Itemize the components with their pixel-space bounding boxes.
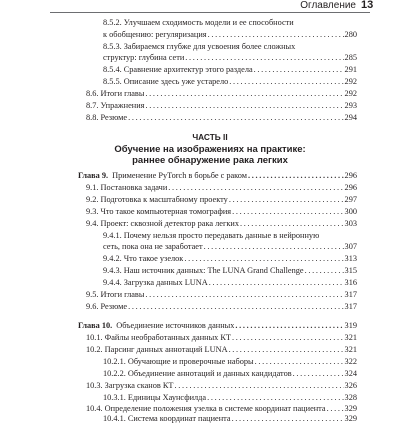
dot-leader <box>305 266 344 276</box>
toc-entry-page: 328 <box>344 393 357 402</box>
chapter-title: Применение PyTorch в борьбе с раком <box>112 171 248 180</box>
toc-entry-text: 10.3.1. Единицы Хаунсфилда <box>103 393 207 402</box>
toc-entry-10-2-2 <box>103 369 357 379</box>
toc-entry-text: 10.2. Парсинг данных аннотаций LUNA <box>86 345 228 354</box>
toc-entry-page: 329 <box>344 414 357 423</box>
dot-leader <box>255 357 344 367</box>
dot-leader <box>146 101 344 111</box>
toc-entry-text: 8.8. Резюме <box>86 113 128 122</box>
toc-entry-text: сеть, пока она не заработает <box>103 242 203 251</box>
dot-leader <box>208 30 344 40</box>
dot-leader <box>145 89 343 99</box>
toc-entry-8-5-3-line1: 8.5.3. Забираемся глубже для усвоения более сложных <box>103 42 296 51</box>
dot-leader <box>209 278 344 288</box>
dot-leader <box>293 369 344 379</box>
toc-entry-text: 9.3. Что такое компьютерная томография <box>86 207 232 216</box>
chapter-heading: Глава 10. <box>78 321 113 330</box>
toc-entry-9-4 <box>86 219 357 229</box>
toc-entry-8-8 <box>86 113 357 123</box>
dot-leader <box>207 393 343 403</box>
toc-entry-text: 9.2. Подготовка к масштабному проекту <box>86 195 228 204</box>
toc-entry-page: 292 <box>344 89 357 98</box>
dot-leader <box>168 183 343 193</box>
toc-entry-text: к обобщению: регуляризация <box>103 30 207 39</box>
toc-entry-page: 285 <box>344 53 357 62</box>
toc-entry-text: структур: глубина сети <box>103 53 185 62</box>
part-title-line1: Обучение на изображениях на практике: <box>114 144 306 155</box>
toc-entry-8-5-2 <box>103 30 357 40</box>
toc-entry-10-3 <box>86 381 357 391</box>
toc-entry-page: 280 <box>344 30 357 39</box>
toc-entry-9-4-3 <box>103 266 357 276</box>
part-title-line2: раннее обнаружение рака легких <box>132 155 288 166</box>
toc-entry-8-5-3 <box>103 53 357 63</box>
toc-entry-page: 291 <box>344 65 357 74</box>
dot-leader <box>128 302 343 312</box>
toc-entry-10-1 <box>86 333 357 343</box>
dot-leader <box>240 219 344 229</box>
toc-entry-9-4-1-line1: 9.4.1. Почему нельзя просто передавать данные в нейронную <box>103 231 320 240</box>
dot-leader <box>232 333 344 343</box>
toc-entry-text: 10.4.1. Система координат пациента <box>103 414 231 423</box>
chapter-title: Объединение источников данных <box>116 321 235 330</box>
chapter-heading: Глава 9. <box>78 171 109 180</box>
part-label: ЧАСТЬ II <box>192 132 228 142</box>
dot-leader <box>232 207 343 217</box>
toc-entry-8-6 <box>86 89 357 99</box>
toc-entry-text: 8.5.4. Сравнение архитектур этого раздела <box>103 65 253 74</box>
toc-entry-page: 303 <box>344 219 357 228</box>
toc-entry-page: 297 <box>344 195 357 204</box>
toc-entry-9-6 <box>86 302 357 312</box>
dot-leader <box>145 290 343 300</box>
toc-entry-9-4-1 <box>103 242 357 252</box>
toc-entry-text: 10.2.1. Обучающие и проверочные наборы <box>103 357 254 366</box>
toc-entry-page: 319 <box>344 321 357 330</box>
toc-entry-text: 10.3. Загрузка сканов КТ <box>86 381 174 390</box>
toc-entry-text: 10.1. Файлы необработанных данных КТ <box>86 333 231 342</box>
toc-entry-9-5 <box>86 290 357 300</box>
toc-entry-page: 321 <box>344 333 357 342</box>
dot-leader <box>175 381 344 391</box>
toc-entry-text: 9.4.4. Загрузка данных LUNA <box>103 278 208 287</box>
toc-entry-page: 315 <box>344 266 357 275</box>
toc-entry-10-2-1 <box>103 357 357 367</box>
toc-entry-page: 307 <box>344 242 357 251</box>
toc-entry-8-7 <box>86 101 357 111</box>
dot-leader <box>204 242 344 252</box>
toc-entry-text: 9.6. Резюме <box>86 302 128 311</box>
dot-leader <box>128 113 343 123</box>
toc-entry-8-5-2-line1: 8.5.2. Улучшаем сходимость модели и ее способности <box>103 18 294 27</box>
toc-entry-text: 9.5. Итоги главы <box>86 290 145 299</box>
toc-entry-9-4-2 <box>103 254 357 264</box>
toc-entry-text: 8.5.5. Описание здесь уже устарело <box>103 77 229 86</box>
toc-entry-text: 9.1. Постановка задачи <box>86 183 168 192</box>
toc-entry-10-2 <box>86 345 357 355</box>
toc-entry-9-3 <box>86 207 357 217</box>
toc-entry-page: 324 <box>344 369 357 378</box>
dot-leader <box>184 254 343 264</box>
toc-entry-page: 326 <box>344 381 357 390</box>
toc-entry-8-5-5 <box>103 77 357 87</box>
toc-entry-8-5-4 <box>103 65 357 75</box>
toc-entry-9-2 <box>86 195 357 205</box>
dot-leader <box>229 195 344 205</box>
dot-leader <box>185 53 343 63</box>
dot-leader <box>235 321 343 331</box>
dot-leader <box>229 77 343 87</box>
toc-entry-page: 293 <box>344 101 357 110</box>
page-number: 13 <box>361 0 374 11</box>
toc-entry-10-3-1 <box>103 393 357 403</box>
toc-entry-10-4 <box>86 404 357 414</box>
toc-entry-10-4-1 <box>103 414 357 424</box>
toc-entry-text: 8.6. Итоги главы <box>86 89 145 98</box>
toc-entry-page: 317 <box>344 302 357 311</box>
toc-entry-page: 313 <box>344 254 357 263</box>
toc-entry-9-4-4 <box>103 278 357 288</box>
dot-leader <box>248 171 344 181</box>
toc-entry-text: 9.4.3. Наш источник данных: The LUNA Grand Challenge <box>103 266 304 275</box>
toc-entry-text: 8.7. Упражнения <box>86 101 145 110</box>
toc-chapter-9 <box>78 171 357 181</box>
toc-entry-text: 9.4. Проект: сквозной детектор рака легких <box>86 219 239 228</box>
toc-chapter-10 <box>78 321 357 331</box>
running-header-title: Оглавление <box>300 0 356 11</box>
toc-entry-text: 10.2.2. Объединение аннотаций и данных кандидатов <box>103 369 292 378</box>
toc-entry-9-1 <box>86 183 357 193</box>
dot-leader <box>232 414 344 424</box>
toc-entry-text: 10.4. Определение положения узелка в системе координат пациента <box>86 404 326 413</box>
dot-leader <box>229 345 344 355</box>
dot-leader <box>254 65 344 75</box>
toc-entry-page: 296 <box>344 171 357 180</box>
toc-entry-page: 294 <box>344 113 357 122</box>
toc-entry-page: 329 <box>344 404 357 413</box>
toc-entry-text: 9.4.2. Что такое узелок <box>103 254 184 263</box>
toc-entry-page: 321 <box>344 345 357 354</box>
dot-leader <box>327 404 344 414</box>
toc-entry-page: 292 <box>344 77 357 86</box>
toc-entry-page: 317 <box>344 290 357 299</box>
toc-entry-page: 296 <box>344 183 357 192</box>
toc-entry-page: 316 <box>344 278 357 287</box>
toc-entry-page: 300 <box>344 207 357 216</box>
toc-entry-page: 322 <box>344 357 357 366</box>
